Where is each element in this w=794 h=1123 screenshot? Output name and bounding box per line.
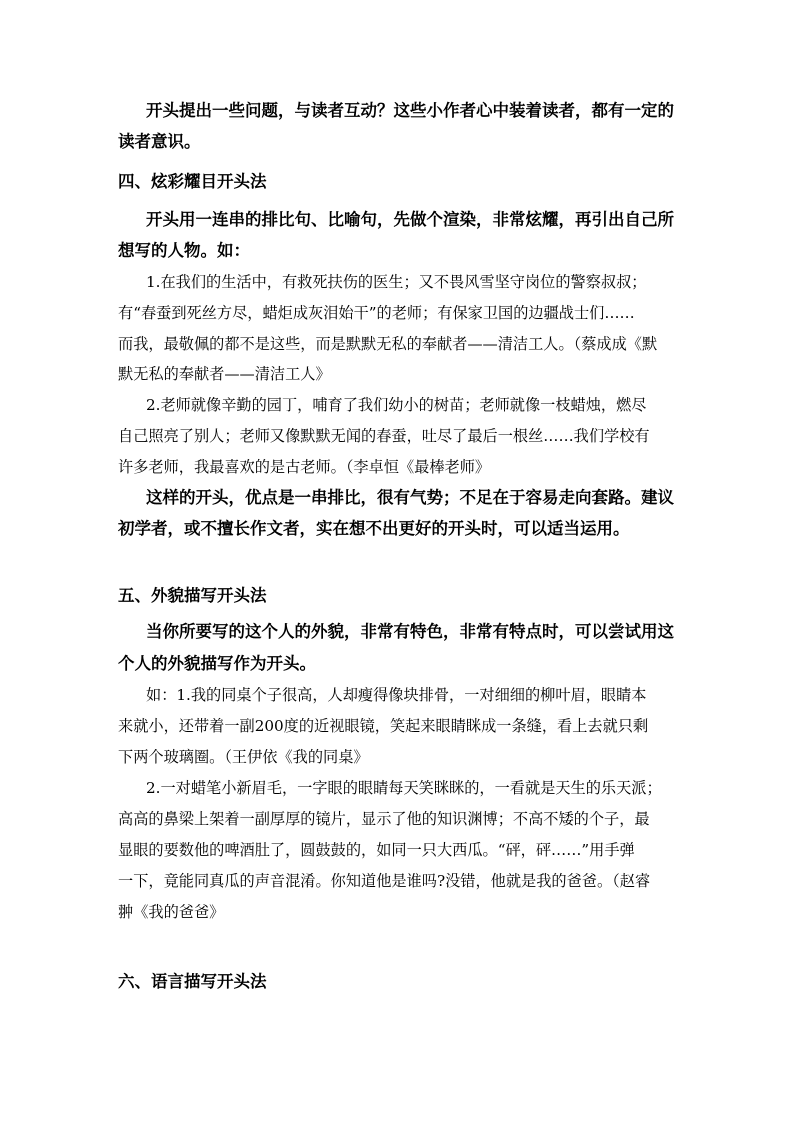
example-line: 1.在我们的生活中，有救死扶伤的医生；又不畏风雪坚守岗位的警察叔叔；	[146, 273, 647, 291]
body-paragraph-line: 个人的外貌描写作为开头。	[118, 654, 316, 673]
example-line: 2.一对蜡笔小新眉毛，一字眼的眼睛每天笑眯眯的，一看就是天生的乐天派；	[146, 779, 662, 797]
example-line: 默无私的奉献者——清洁工人》	[118, 365, 331, 383]
example-line: 显眼的要数他的啤酒肚了，圆鼓鼓的，如同一只大西瓜。“砰，砰……”用手弹	[118, 841, 635, 859]
example-line: 如：1.我的同桌个子很高，人却瘦得像块排骨，一对细细的柳叶眉，眼睛本	[146, 686, 647, 704]
example-line: 而我，最敬佩的都不是这些，而是默默无私的奉献者——清洁工人。（蔡成成《默	[118, 335, 658, 353]
example-line: 有“春蚕到死丝方尽，蜡炬成灰泪始干”的老师；有保家卫国的边疆战士们……	[118, 304, 635, 322]
example-line: 自己照亮了别人；老师又像默默无闻的春蚕，吐尽了最后一根丝……我们学校有	[118, 427, 650, 445]
example-line: 许多老师，我最喜欢的是古老师。（李卓恒《最棒老师》	[118, 458, 491, 476]
section-heading: 五、外貌描写开头法	[118, 586, 267, 605]
body-paragraph-line: 初学者，或不擅长作文者，实在想不出更好的开头时，可以适当运用。	[118, 519, 630, 538]
example-line: 下两个玻璃圈。（王伊依《我的同桌》	[118, 748, 369, 766]
body-paragraph-line: 当你所要写的这个人的外貌，非常有特色，非常有特点时，可以尝试用这	[146, 622, 674, 641]
example-line: 高高的鼻梁上架着一副厚厚的镜片，显示了他的知识渊博；不高不矮的个子，最	[118, 810, 650, 828]
example-line: 来就小，还带着一副200度的近视眼镜，笑起来眼睛眯成一条缝，看上去就只剩	[118, 717, 649, 735]
section-heading: 六、语言描写开头法	[118, 972, 267, 991]
body-paragraph-line: 开头提出一些问题，与读者互动？这些小作者心中装着读者，都有一定的	[146, 101, 674, 120]
body-paragraph-line: 读者意识。	[118, 132, 201, 151]
example-line: 一下，竟能同真瓜的声音混淆。你知道他是谁吗?没错，他就是我的爸爸。（赵睿	[118, 872, 651, 890]
body-paragraph-line: 这样的开头，优点是一串排比，很有气势；不足在于容易走向套路。建议	[146, 488, 674, 507]
section-heading: 四、炫彩耀目开头法	[118, 172, 267, 191]
example-line: 翀《我的爸爸》	[118, 903, 225, 921]
body-paragraph-line: 开头用一连串的排比句、比喻句，先做个渲染，非常炫耀，再引出自己所	[146, 210, 674, 229]
body-paragraph-line: 想写的人物。如：	[118, 241, 250, 260]
example-line: 2.老师就像辛勤的园丁，哺育了我们幼小的树苗；老师就像一枝蜡烛，燃尽	[146, 396, 647, 414]
